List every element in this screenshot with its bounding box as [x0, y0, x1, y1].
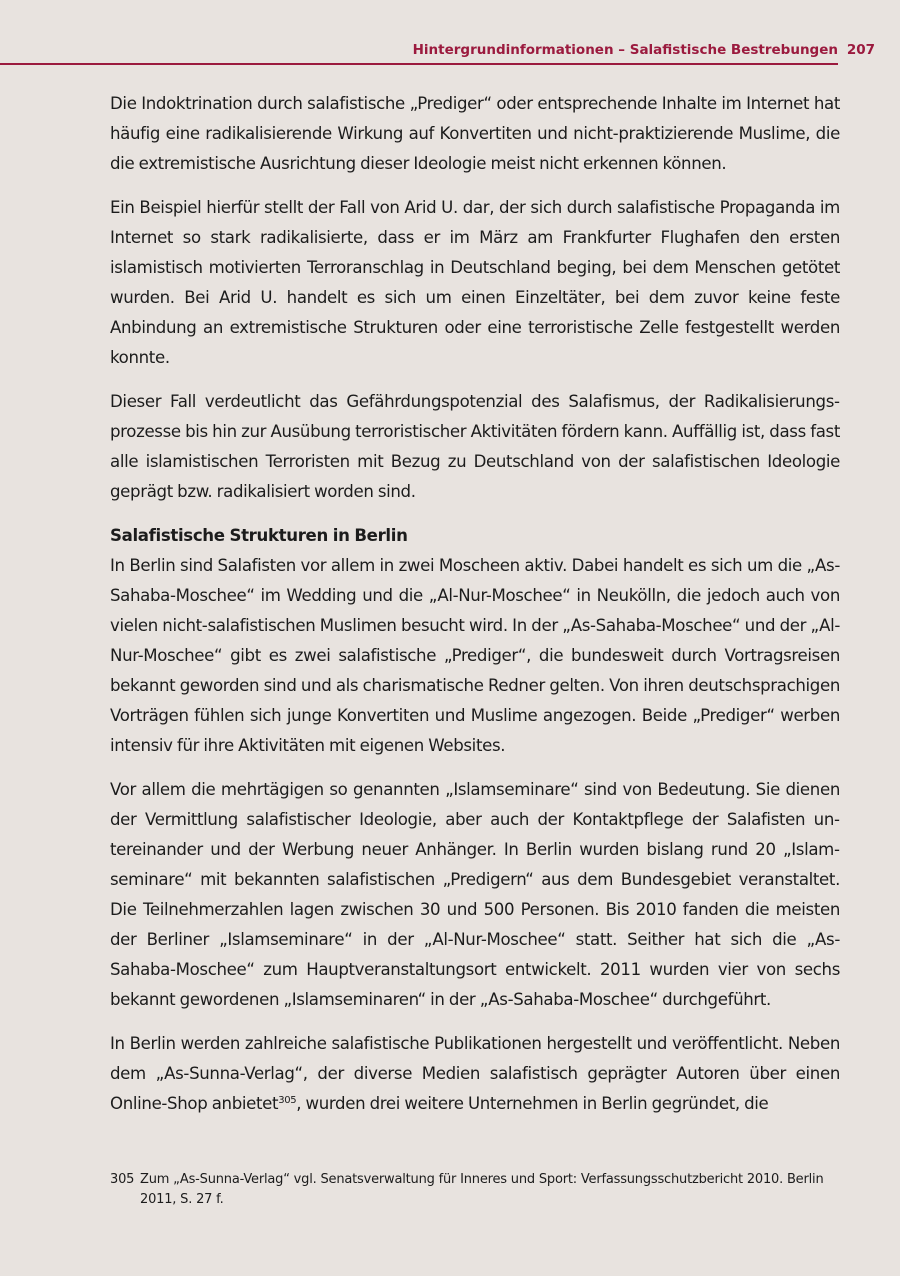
paragraph-indoctrination: Die Indoktrination durch salafistische „Prediger“ oder entsprechende Inhalte im Internet hat häufig eine radikalisierende Wirkung auf Konvertiten und nicht-praktizierende Muslime, die die extremistische Ausrichtung dieser Ideologie meist nicht erkennen können.: [110, 94, 840, 173]
footnote: [110, 1170, 850, 1210]
footnote-reference[interactable]: 305: [278, 1095, 297, 1106]
paragraph-berlin-mosques: In Berlin sind Salafisten vor allem in zwei Moscheen aktiv. Dabei handelt es sich um die „As-Sahaba-Moschee“ im Wedding und die „Al-Nur-Moschee“ in Neukölln, die jedoch auch von vielen nicht-salafistischen Muslimen besucht wird. In der „As-Sahaba-Moschee“ und der „Al-Nur-Moschee“ gibt es zwei salafistische „Prediger“, die bundesweit durch Vortragsreisen bekannt geworden sind und als charismatische Redner gelten. Von ihren deutschsprachigen Vorträgen fühlen sich junge Konvertiten und Muslime angezogen. Beide „Prediger“ werben intensiv für ihre Aktivitäten mit eigenen Websites.: [110, 556, 840, 755]
footnote-number: 305: [110, 1172, 135, 1187]
footnote-text: Zum „As-Sunna-Verlag“ vgl. Senatsverwaltung für Inneres und Sport: Verfassungsschutzbericht 2010. Berlin 2011, S. 27 f.: [140, 1172, 824, 1207]
page-number: 207: [846, 42, 875, 58]
paragraph-publications: [110, 1029, 840, 1119]
section-heading: Salafistische Strukturen in Berlin: [110, 526, 408, 545]
running-header-title: Hintergrundinformationen – Salafistische Bestrebungen: [412, 42, 838, 58]
header-rule: [0, 63, 838, 65]
paragraph-publications-text: In Berlin werden zahlreiche salafistische Publikationen hergestellt und veröffentlicht. Neben dem „As-Sunna-Verlag“, der diverse Medien salafistisch geprägter Autoren über einen Online-Shop anbietet: [110, 1034, 840, 1113]
paragraph-arid-u-example: Ein Beispiel hierfür stellt der Fall von Arid U. dar, der sich durch salafistische Propaganda im Internet so stark radikalisierte, dass er im März am Frankfurter Flughafen den ersten islamistisch motivierten Terroranschlag in Deutschland beging, bei dem Menschen getötet wurden. Bei Arid U. handelt es sich um einen Einzeltäter, bei dem zuvor keine feste Anbindung an extremistische Strukturen oder eine terroristische Zelle festgestellt werden konnte.: [110, 198, 840, 367]
paragraph-publications-continuation: , wurden drei weitere Unternehmen in Berlin gegründet, die: [296, 1094, 769, 1113]
paragraph-islamseminare: Vor allem die mehrtägigen so genannten „Islamseminare“ sind von Bedeutung. Sie dienen der Vermittlung salafistischer Ideologie, aber auch der Kontaktpflege der Salafisten untereinander und der Werbung neuer Anhänger. In Berlin wurden bislang rund 20 „Islamseminare“ mit bekannten salafistischen „Predigern“ aus dem Bundesgebiet veranstaltet. Die Teilnehmerzahlen lagen zwischen 30 und 500 Personen. Bis 2010 fanden die meisten der Berliner „Islamseminare“ in der „Al-Nur-Moschee“ statt. Seither hat sich die „As-Sahaba-Moschee“ zum Hauptveranstaltungsort entwickelt. 2011 wurden vier von sechs bekannt gewordenen „Islamseminaren“ in der „As-Sahaba-Moschee“ durchgeführt.: [110, 780, 840, 1009]
running-header: [0, 0, 900, 66]
main-text: [110, 89, 840, 1133]
paragraph-danger-potential: Dieser Fall verdeutlicht das Gefährdungspotenzial des Salafismus, der Radikalisierungsprozesse bis hin zur Ausübung terroristischer Aktivitäten fördern kann. Auffällig ist, dass fast alle islamistischen Terroristen mit Bezug zu Deutschland von der salafistischen Ideologie geprägt bzw. radikalisiert worden sind.: [110, 392, 840, 501]
